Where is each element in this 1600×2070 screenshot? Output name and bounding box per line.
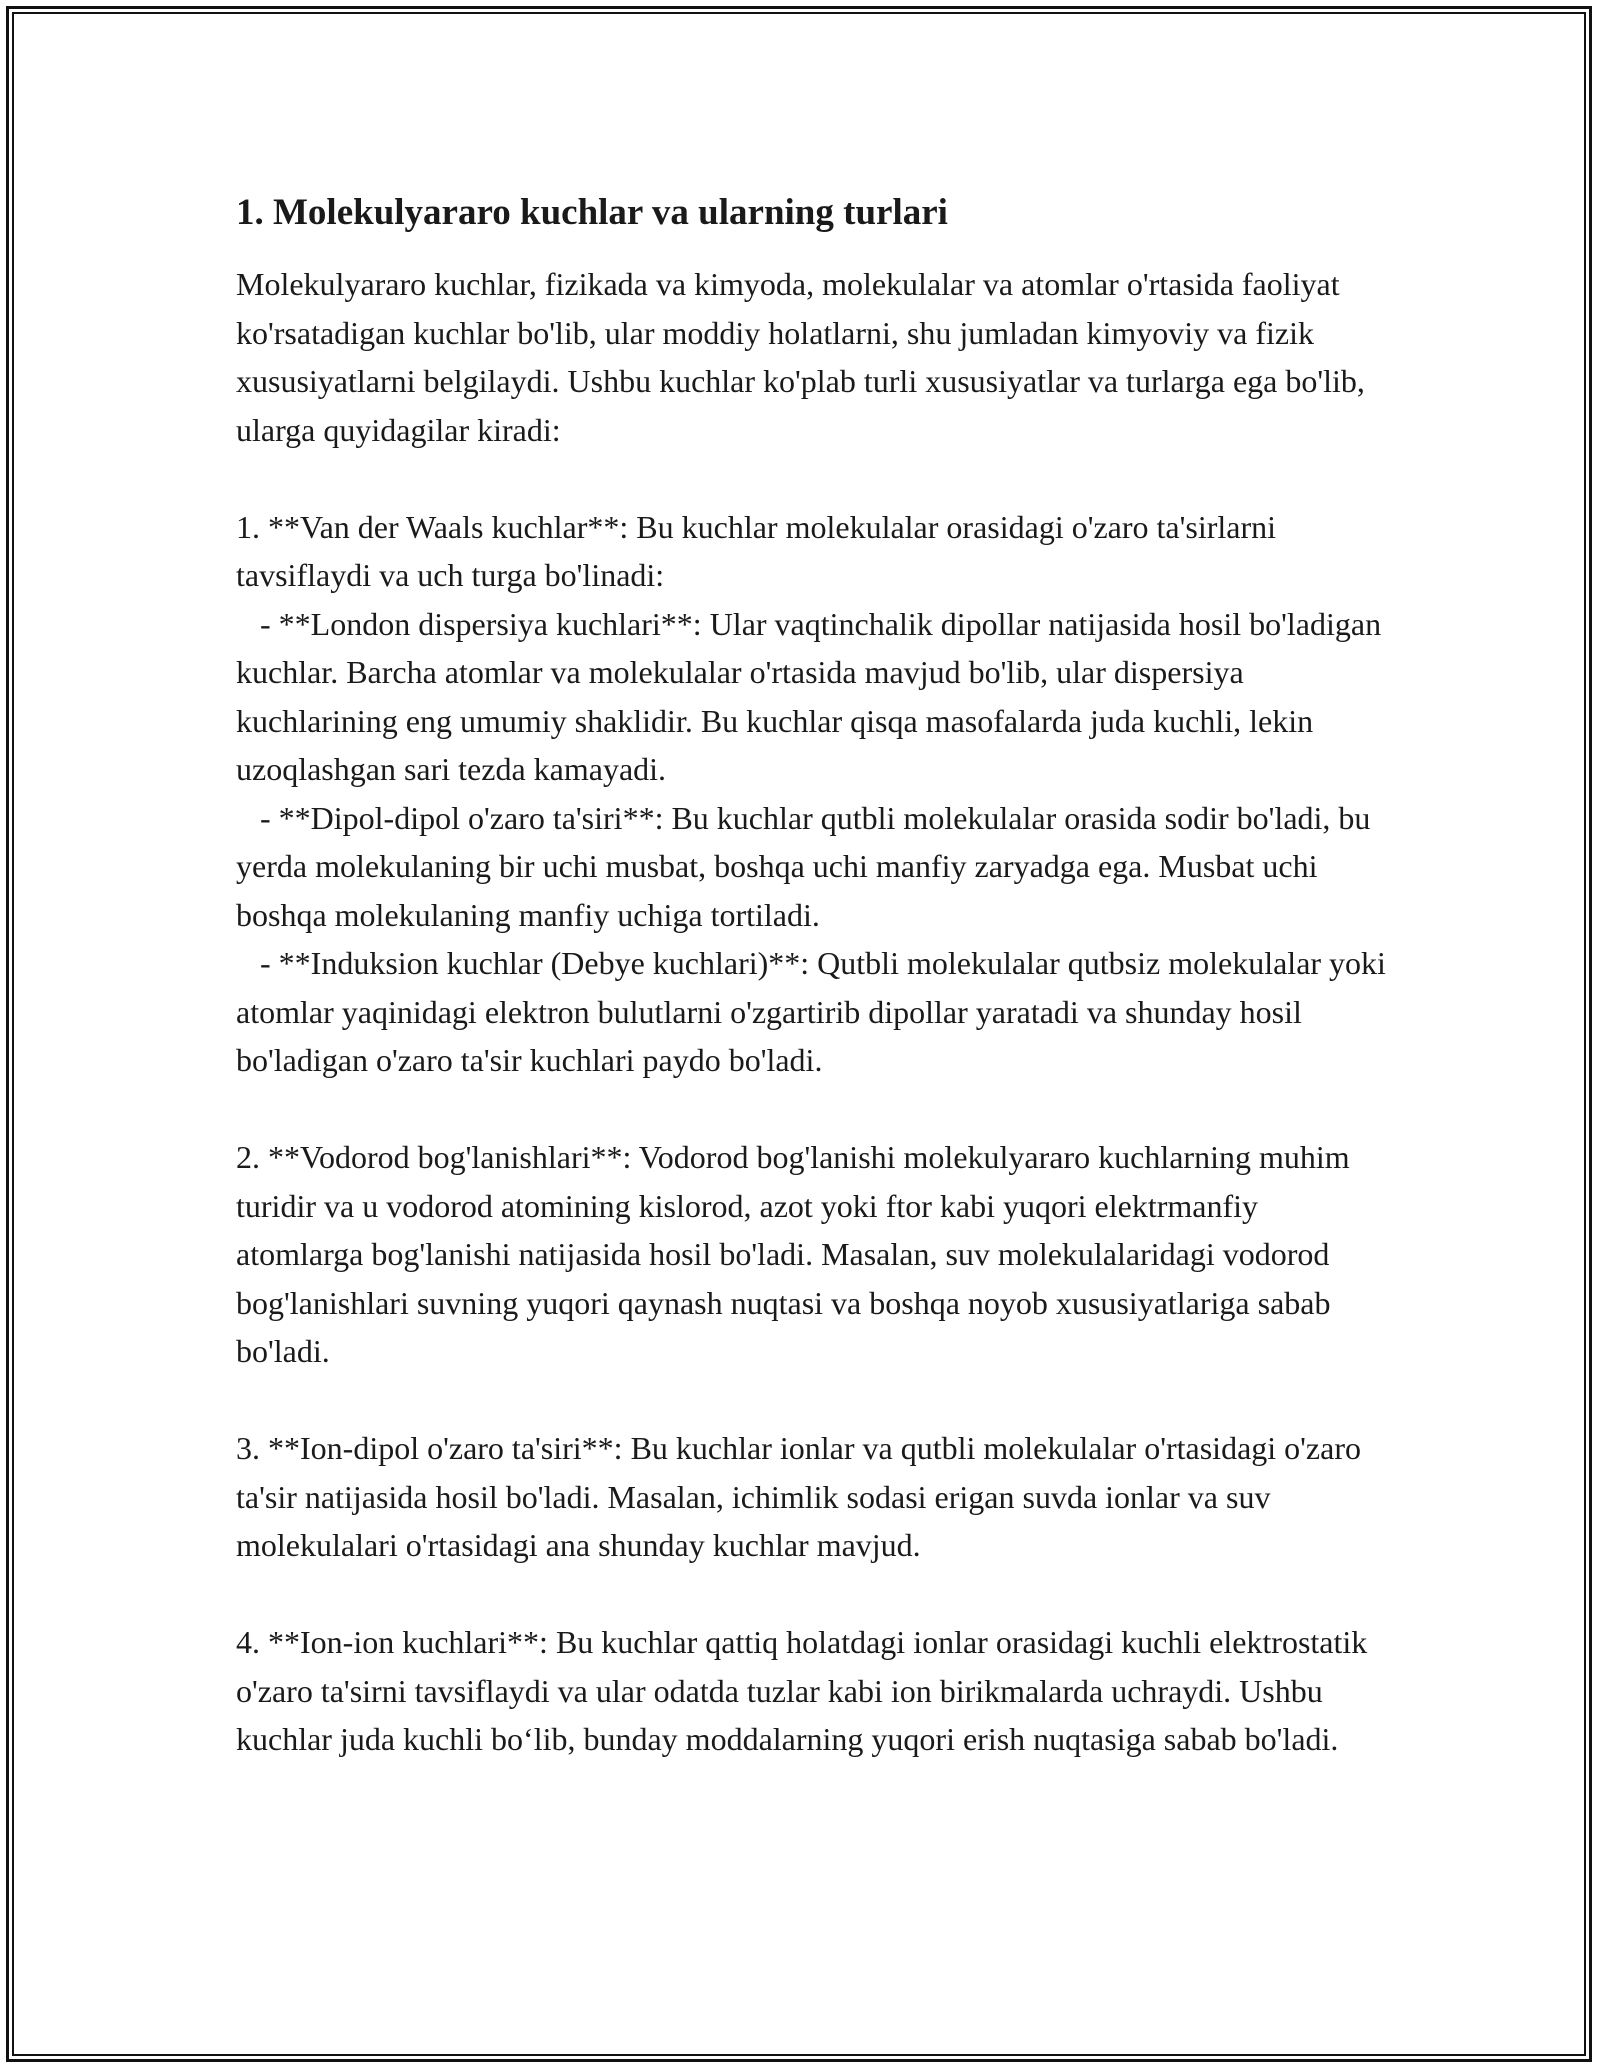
- paragraph-gap: [236, 1085, 1386, 1134]
- list-item: 4. **Ion-ion kuchlari**: Bu kuchlar qattiq holatdagi ionlar orasidagi kuchli elektrostatik o'zaro ta'sirni tavsiflaydi va ular odatda tuzlar kabi ion birikmalarda uchraydi. Ushbu kuchlar juda kuchli bo‘lib, bunday moddalarning yuqori erish nuqtasiga sabab bo'ladi.: [236, 1624, 1368, 1757]
- sub-list-item: - **Induksion kuchlar (Debye kuchlari)**: Qutbli molekulalar qutbsiz molekulalar yoki atomlar yaqinidagi elektron bulutlarni o'zgartirib dipollar yaratadi va shunday hosil bo'ladigan o'zaro ta'sir kuchlari paydo bo'ladi.: [236, 945, 1386, 1078]
- document-body: [236, 186, 1386, 1764]
- document-title: 1. Molekulyararo kuchlar va ularning turlari: [236, 192, 948, 233]
- list-item: [236, 503, 1386, 1085]
- sub-list-item: - **Dipol-dipol o'zaro ta'siri**: Bu kuchlar qutbli molekulalar orasida sodir bo'ladi, bu yerda molekulaning bir uchi musbat, boshqa uchi manfiy zaryadga ega. Musbat uchi boshqa molekulaning manfiy uchiga tortiladi.: [236, 799, 1371, 933]
- list-item: 3. **Ion-dipol o'zaro ta'siri**: Bu kuchlar ionlar va qutbli molekulalar o'rtasidagi o'zaro ta'sir natijasida hosil bo'ladi. Masalan, ichimlik sodasi erigan suvda ionlar va suv molekulalari o'rtasidagi ana shunday kuchlar mavjud.: [236, 1430, 1361, 1563]
- sub-list-item-text: **Dipol-dipol o'zaro ta'siri**: Bu kuchlar qutbli molekulalar orasida sodir bo'ladi, bu yerda molekulaning bir uchi musbat, boshqa uchi manfiy zaryadga ega. Musbat uchi boshqa molekulaning manfiy uchiga tortiladi.: [236, 799, 1371, 933]
- paragraph-gap: [236, 454, 1386, 503]
- sub-list-item: - **London dispersiya kuchlari**: Ular vaqtinchalik dipollar natijasida hosil bo'ladigan kuchlar. Barcha atomlar va molekulalar o'rtasida mavjud bo'lib, ular dispersiya kuchlarining eng umumiy shaklidir. Bu kuchlar qisqa masofalarda juda kuchli, lekin uzoqlashgan sari tezda kamayadi.: [236, 605, 1382, 787]
- intro-paragraph: Molekulyararo kuchlar, fizikada va kimyoda, molekulalar va atomlar o'rtasida faoliyat ko'rsatadigan kuchlar bo'lib, ular moddiy holatlarni, shu jumladan kimyoviy va fizik xususiyatlarni belgilaydi. Ushbu kuchlar ko'plab turli xususiyatlar va turlarga ega bo'lib, ularga quyidagilar kiradi:: [236, 266, 1365, 448]
- paragraph-gap: [236, 1570, 1386, 1619]
- list-item-text: 1. **Van der Waals kuchlar**: Bu kuchlar molekulalar orasidagi o'zaro ta'sirlarni tavsiflaydi va uch turga bo'linadi:: [236, 508, 1277, 593]
- list-item: 2. **Vodorod bog'lanishlari**: Vodorod bog'lanishi molekulyararo kuchlarning muhim turidir va u vodorod atomining kislorod, azot yoki ftor kabi yuqori elektrmanfiy atomlarga bog'lanishi natijasida hosil bo'ladi. Masalan, suv molekulalaridagi vodorod bog'lanishlari suvning yuqori qaynash nuqtasi va boshqa noyob xususiyatlariga sabab bo'ladi.: [236, 1139, 1350, 1369]
- paragraph-gap: [236, 1376, 1386, 1425]
- sub-list-item-text: **Induksion kuchlar (Debye kuchlari)**: Qutbli molekulalar qutbsiz molekulalar yoki atomlar yaqinidagi elektron bulutlarni o'zgartirib dipollar yaratadi va shunday hosil bo'ladigan o'zaro ta'sir kuchlari paydo bo'ladi.: [236, 945, 1386, 1078]
- sub-list-item-text: **London dispersiya kuchlari**: Ular vaqtinchalik dipollar natijasida hosil bo'ladigan kuchlar. Barcha atomlar va molekulalar o'rtasida mavjud bo'lib, ular dispersiya kuchlarining eng umumiy shaklidir. Bu kuchlar qisqa masofalarda juda kuchli, lekin uzoqlashgan sari tezda kamayadi.: [236, 605, 1382, 787]
